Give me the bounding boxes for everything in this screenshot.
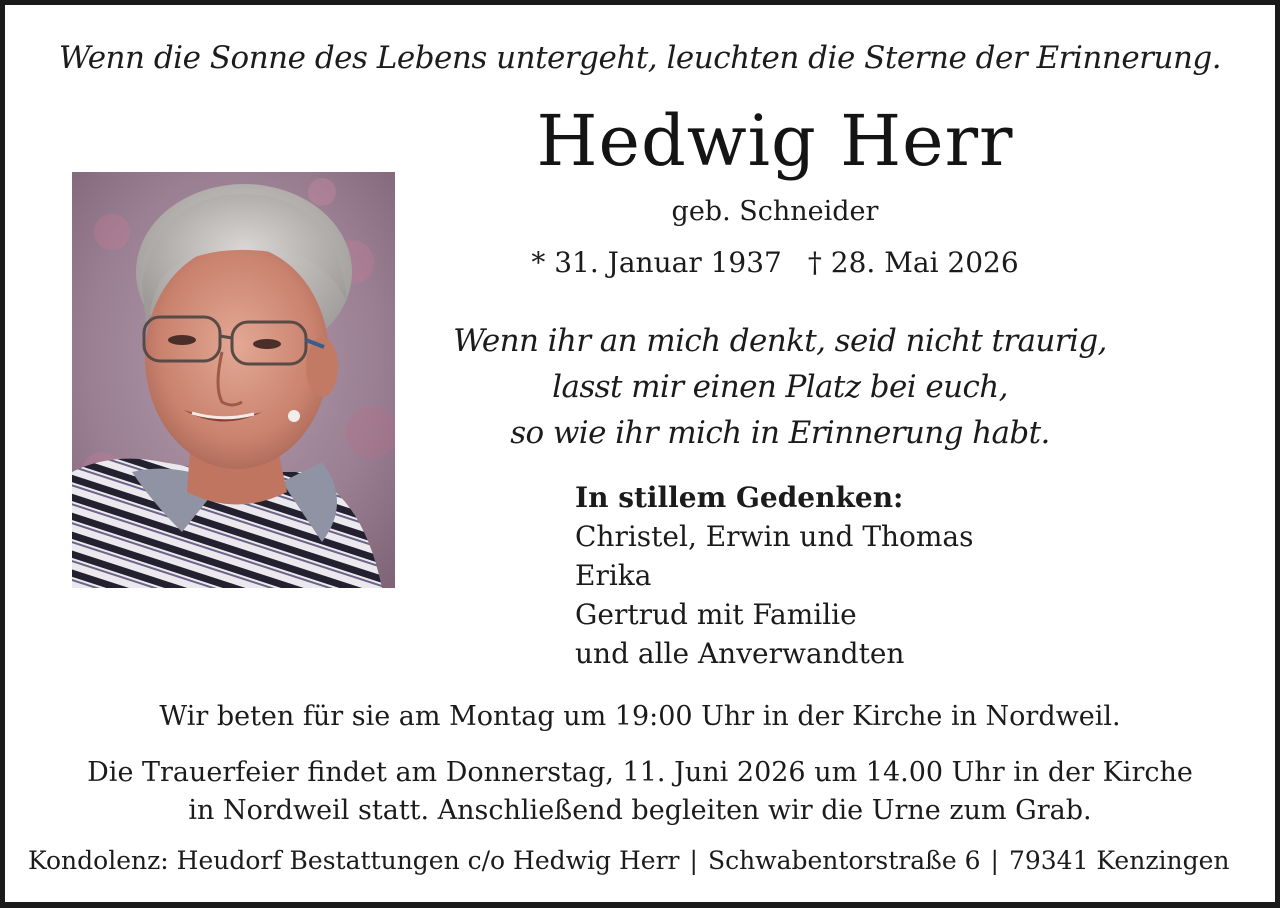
condolence-street: Schwabentorstraße 6 (707, 846, 981, 875)
poem-line: lasst mir einen Platz bei euch, (552, 369, 1008, 405)
condolence-address (28, 846, 1230, 875)
poem (440, 318, 1120, 456)
mourner-entry: Gertrud mit Familie (575, 598, 857, 631)
funeral-line: in Nordweil statt. Anschließend begleiten wir die Urne zum Grab. (188, 795, 1092, 826)
separator: | (990, 846, 999, 875)
mourner-entry: Christel, Erwin und Thomas (575, 520, 974, 553)
motto-line: Wenn die Sonne des Lebens untergeht, leuchten die Sterne der Erinnerung. (58, 40, 1222, 76)
mourner-entry: und alle Anverwandten (575, 637, 905, 670)
mourner-entry: Erika (575, 559, 652, 592)
mourners-heading: In stillem Gedenken: (575, 481, 904, 514)
birth-date: * 31. Januar 1937 (531, 246, 782, 279)
funeral-info (0, 754, 1280, 830)
maiden-name: geb. Schneider (671, 196, 879, 227)
condolence-city: 79341 Kenzingen (1008, 846, 1230, 875)
life-dates (470, 246, 1080, 279)
prayer-service-text: Wir beten für sie am Montag um 19:00 Uhr in der Kirche in Nordweil. (159, 701, 1121, 732)
separator: | (689, 846, 698, 875)
poem-line: Wenn ihr an mich denkt, seid nicht traurig, (453, 323, 1107, 359)
funeral-line: Die Trauerfeier findet am Donnerstag, 11. Juni 2026 um 14.00 Uhr in der Kirche (87, 757, 1193, 788)
condolence-label: Kondolenz: Heudorf Bestattungen c/o Hedwig Herr (28, 846, 680, 875)
mourners-list (575, 478, 974, 673)
poem-line: so wie ihr mich in Erinnerung habt. (510, 415, 1050, 451)
death-date: † 28. Mai 2026 (807, 246, 1019, 279)
portrait-photo (72, 172, 395, 588)
deceased-name: Hedwig Herr (536, 100, 1014, 182)
